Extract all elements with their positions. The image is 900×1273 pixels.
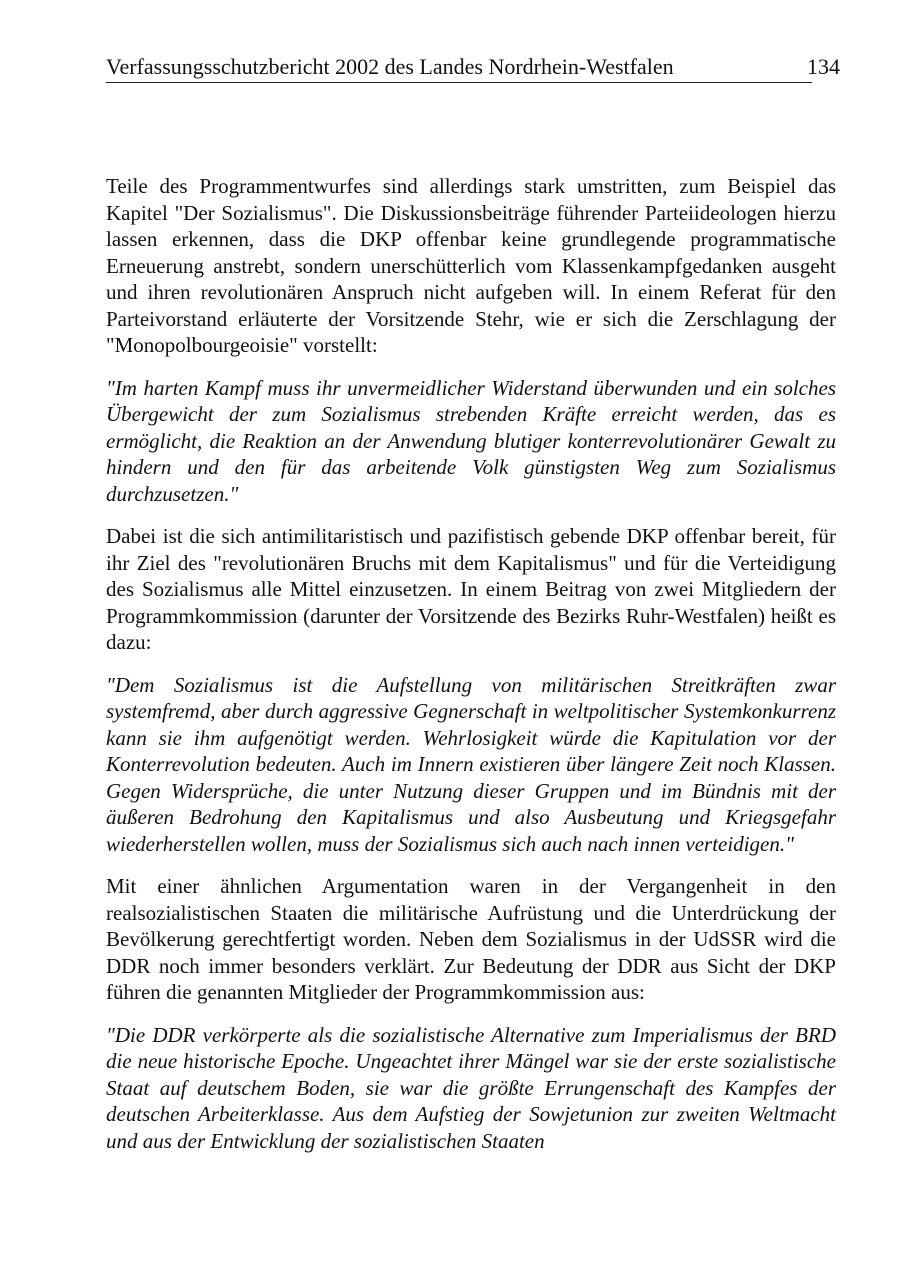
paragraph-ddr-glorification: Mit einer ähnlichen Argumentation waren in der Vergangenheit in den realsozialistischen Staaten die militärische Aufrüstung und die Unterdrückung der Bevölkerung gerechtfertigt worden. Neben dem Sozialismus in der UdSSR wird die DDR noch immer besonders verklärt. Zur Bedeutung der DDR aus Sicht der DKP führen die genannten Mitglieder der Programmkommission aus:: [106, 874, 836, 1004]
running-header: [106, 52, 840, 83]
header-title: Verfassungsschutzbericht 2002 des Landes Nordrhein-Westfalen: [106, 54, 674, 79]
paragraph-program-draft: Teile des Programmentwurfes sind allerdings stark umstritten, zum Beispiel das Kapitel "Der Sozialismus". Die Diskussionsbeiträge führender Parteiideologen hierzu lassen erkennen, dass die DKP offenbar keine grundlegende programmatische Erneuerung anstrebt, sondern unerschütterlich vom Klassenkampfgedanken ausgeht und ihren revolutionären Anspruch nicht aufgeben will. In einem Referat für den Parteivorstand erläuterte der Vorsitzende Stehr, wie er sich die Zerschlagung der "Monopolbourgeoisie" vorstellt:: [106, 174, 836, 357]
paragraph-dkp-readiness: Dabei ist die sich antimilitaristisch und pazifistisch gebende DKP offenbar bereit, für ihr Ziel des "revolutionären Bruchs mit dem Kapitalismus" und für die Verteidigung des Sozialismus alle Mittel einzusetzen. In einem Beitrag von zwei Mitgliedern der Programmkommission (darunter der Vorsitzende des Bezirks Ruhr-Westfalen) heißt es dazu:: [106, 524, 836, 654]
body-text: [106, 173, 836, 1170]
quote-program-commission-ddr: "Die DDR verkörperte als die sozialistische Alternative zum Imperialismus der BRD die neue historische Epoche. Ungeachtet ihrer Mängel war sie der erste sozialistische Staat auf deutschem Boden, sie war die größte Errungenschaft des Kampfes der deutschen Arbeiterklasse. Aus dem Aufstieg der Sowjetunion zur zweiten Weltmacht und aus der Entwicklung der sozialistischen Staaten: [106, 1022, 836, 1153]
page-number: 134: [807, 54, 840, 79]
quote-stehr: "Im harten Kampf muss ihr unvermeidlicher Widerstand überwunden und ein solches Übergewicht der zum Sozialismus strebenden Kräfte erreicht werden, das es ermöglicht, die Reaktion an der Anwendung blutiger konterrevolutionärer Gewalt zu hindern und den für das arbeitende Volk günstigsten Weg zum Sozialismus durchzusetzen.": [106, 375, 836, 506]
quote-program-commission-military: "Dem Sozialismus ist die Aufstellung von militärischen Streitkräften zwar systemfremd, aber durch aggressive Gegnerschaft in weltpolitischer Systemkonkurrenz kann sie ihm aufgenötigt werden. Wehrlosigkeit würde die Kapitulation vor der Konterrevolution bedeuten. Auch im Innern existieren über längere Zeit noch Klassen. Gegen Widersprüche, die unter Nutzung dieser Gruppen und im Bündnis mit der äußeren Bedrohung den Kapitalismus und also Ausbeutung und Kriegsgefahr wiederherstellen wollen, muss der Sozialismus sich auch nach innen verteidigen.": [106, 672, 836, 856]
